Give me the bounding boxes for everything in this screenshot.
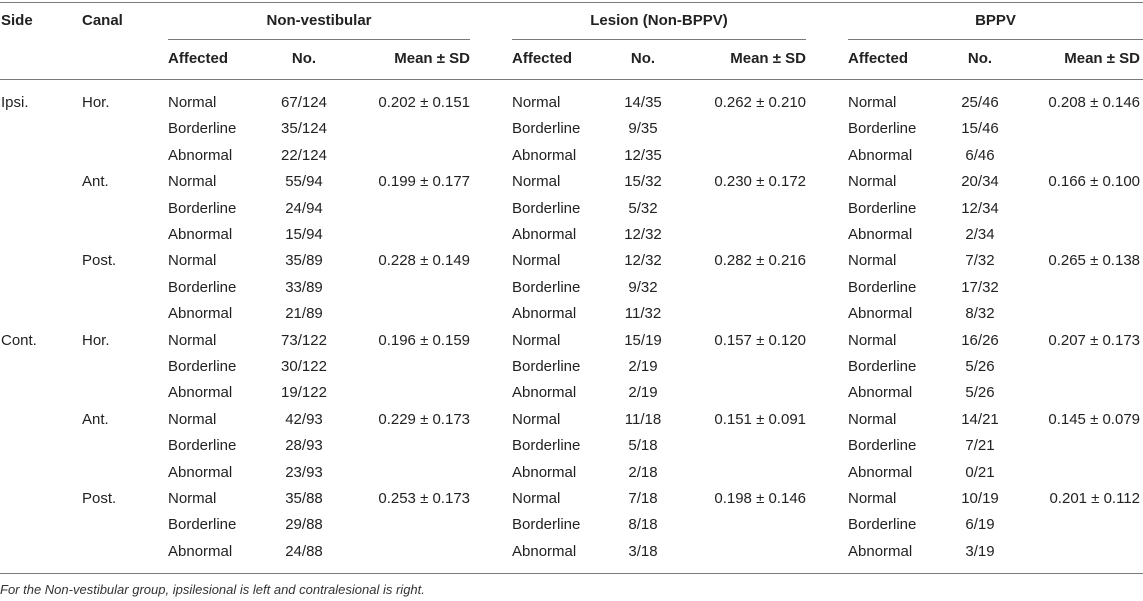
- row-count: 24/88: [285, 543, 323, 560]
- row-affected: Abnormal: [848, 464, 913, 481]
- row-canal: Hor.: [82, 94, 110, 111]
- row-affected: Abnormal: [168, 464, 233, 481]
- row-mean-sd: 0.228 ± 0.149: [378, 252, 470, 269]
- row-affected: Borderline: [512, 516, 581, 533]
- row-count: 3/18: [628, 543, 658, 560]
- row-count: 55/94: [285, 173, 323, 190]
- row-count: 7/18: [628, 490, 658, 507]
- row-side: Cont.: [1, 332, 37, 349]
- row-count: 17/32: [961, 279, 999, 296]
- row-affected: Borderline: [512, 120, 581, 137]
- subheader-mean-sd: Mean ± SD: [1064, 50, 1140, 67]
- subheader-mean-sd: Mean ± SD: [394, 50, 470, 67]
- row-affected: Normal: [168, 173, 217, 190]
- row-count: 12/32: [624, 226, 662, 243]
- row-mean-sd: 0.207 ± 0.173: [1048, 332, 1140, 349]
- row-affected: Abnormal: [848, 305, 913, 322]
- row-affected: Borderline: [848, 516, 917, 533]
- row-canal: Ant.: [82, 173, 109, 190]
- row-affected: Normal: [168, 411, 217, 428]
- row-mean-sd: 0.253 ± 0.173: [378, 490, 470, 507]
- row-affected: Normal: [512, 332, 561, 349]
- row-affected: Abnormal: [168, 226, 233, 243]
- header-side: Side: [1, 12, 33, 29]
- row-affected: Normal: [512, 411, 561, 428]
- row-count: 21/89: [285, 305, 323, 322]
- row-affected: Abnormal: [168, 147, 233, 164]
- row-affected: Borderline: [848, 200, 917, 217]
- row-count: 14/21: [961, 411, 999, 428]
- row-count: 8/32: [965, 305, 995, 322]
- table-bottom-rule: [0, 573, 1143, 574]
- row-count: 11/18: [624, 411, 662, 428]
- header-bottom-rule: [0, 79, 1143, 80]
- row-mean-sd: 0.282 ± 0.216: [714, 252, 806, 269]
- row-affected: Abnormal: [512, 305, 577, 322]
- row-count: 7/21: [965, 437, 995, 454]
- row-count: 35/89: [285, 252, 323, 269]
- row-count: 5/32: [628, 200, 658, 217]
- row-affected: Normal: [848, 490, 897, 507]
- row-count: 2/34: [965, 226, 995, 243]
- row-count: 6/46: [965, 147, 995, 164]
- row-count: 8/18: [628, 516, 658, 533]
- row-affected: Borderline: [848, 120, 917, 137]
- row-affected: Borderline: [168, 200, 237, 217]
- row-affected: Borderline: [512, 358, 581, 375]
- row-affected: Borderline: [848, 358, 917, 375]
- subheader-no: No.: [630, 50, 656, 67]
- row-affected: Abnormal: [848, 147, 913, 164]
- row-mean-sd: 0.157 ± 0.120: [714, 332, 806, 349]
- row-mean-sd: 0.196 ± 0.159: [378, 332, 470, 349]
- row-affected: Abnormal: [512, 543, 577, 560]
- row-mean-sd: 0.199 ± 0.177: [378, 173, 470, 190]
- row-count: 14/35: [624, 94, 662, 111]
- row-affected: Abnormal: [512, 226, 577, 243]
- row-affected: Abnormal: [848, 384, 913, 401]
- row-count: 7/32: [965, 252, 995, 269]
- subheader-affected: Affected: [512, 50, 573, 67]
- row-count: 10/19: [961, 490, 999, 507]
- row-count: 5/18: [628, 437, 658, 454]
- row-affected: Abnormal: [168, 305, 233, 322]
- row-canal: Hor.: [82, 332, 110, 349]
- row-count: 12/34: [961, 200, 999, 217]
- group-rule-bppv: [848, 39, 1143, 40]
- row-count: 2/18: [628, 464, 658, 481]
- row-affected: Borderline: [848, 437, 917, 454]
- row-mean-sd: 0.166 ± 0.100: [1048, 173, 1140, 190]
- row-mean-sd: 0.198 ± 0.146: [714, 490, 806, 507]
- row-affected: Borderline: [168, 516, 237, 533]
- row-canal: Post.: [82, 490, 117, 507]
- row-affected: Abnormal: [848, 543, 913, 560]
- row-mean-sd: 0.201 ± 0.112: [1049, 490, 1140, 507]
- row-count: 2/19: [628, 384, 658, 401]
- subheader-no: No.: [967, 50, 993, 67]
- group-rule-non-vestibular: [168, 39, 470, 40]
- row-canal: Post.: [82, 252, 117, 269]
- subheader-no: No.: [291, 50, 317, 67]
- header-canal: Canal: [82, 12, 123, 29]
- group-rule-lesion: [512, 39, 806, 40]
- row-count: 22/124: [281, 147, 327, 164]
- table-footnote: For the Non-vestibular group, ipsilesional is left and contralesional is right.: [0, 582, 425, 597]
- row-mean-sd: 0.262 ± 0.210: [714, 94, 806, 111]
- row-affected: Abnormal: [168, 543, 233, 560]
- row-count: 15/46: [961, 120, 999, 137]
- subheader-mean-sd: Mean ± SD: [730, 50, 806, 67]
- row-count: 20/34: [961, 173, 999, 190]
- row-count: 3/19: [965, 543, 995, 560]
- group-header-bppv: BPPV: [975, 12, 1016, 29]
- row-count: 30/122: [281, 358, 327, 375]
- row-count: 33/89: [285, 279, 323, 296]
- row-affected: Normal: [848, 411, 897, 428]
- row-count: 9/35: [628, 120, 658, 137]
- row-affected: Normal: [512, 173, 561, 190]
- row-count: 28/93: [285, 437, 323, 454]
- row-affected: Normal: [848, 332, 897, 349]
- row-affected: Borderline: [168, 358, 237, 375]
- row-affected: Abnormal: [512, 147, 577, 164]
- row-affected: Borderline: [512, 279, 581, 296]
- row-count: 5/26: [965, 358, 995, 375]
- row-count: 73/122: [281, 332, 327, 349]
- row-affected: Normal: [512, 252, 561, 269]
- row-affected: Normal: [168, 490, 217, 507]
- row-count: 19/122: [281, 384, 327, 401]
- row-side: Ipsi.: [1, 94, 29, 111]
- row-affected: Abnormal: [512, 384, 577, 401]
- row-count: 15/19: [624, 332, 662, 349]
- row-affected: Normal: [848, 173, 897, 190]
- row-count: 6/19: [965, 516, 995, 533]
- row-affected: Borderline: [168, 437, 237, 454]
- row-count: 25/46: [961, 94, 999, 111]
- row-count: 29/88: [285, 516, 323, 533]
- row-count: 2/19: [628, 358, 658, 375]
- row-affected: Borderline: [168, 279, 237, 296]
- row-count: 11/32: [624, 305, 662, 322]
- row-count: 0/21: [965, 464, 995, 481]
- group-header-lesion: Lesion (Non-BPPV): [590, 12, 728, 29]
- row-mean-sd: 0.151 ± 0.091: [714, 411, 806, 428]
- row-affected: Abnormal: [512, 464, 577, 481]
- row-count: 24/94: [285, 200, 323, 217]
- row-count: 15/32: [624, 173, 662, 190]
- row-mean-sd: 0.208 ± 0.146: [1048, 94, 1140, 111]
- row-affected: Borderline: [512, 200, 581, 217]
- subheader-affected: Affected: [168, 50, 229, 67]
- row-count: 42/93: [285, 411, 323, 428]
- row-affected: Abnormal: [848, 226, 913, 243]
- table-top-rule: [0, 2, 1143, 3]
- row-mean-sd: 0.202 ± 0.151: [378, 94, 470, 111]
- subheader-affected: Affected: [848, 50, 909, 67]
- row-count: 12/35: [624, 147, 662, 164]
- row-affected: Normal: [848, 94, 897, 111]
- row-count: 35/124: [281, 120, 327, 137]
- row-count: 12/32: [624, 252, 662, 269]
- row-count: 23/93: [285, 464, 323, 481]
- row-count: 35/88: [285, 490, 323, 507]
- row-mean-sd: 0.145 ± 0.079: [1048, 411, 1140, 428]
- row-count: 67/124: [281, 94, 327, 111]
- row-mean-sd: 0.230 ± 0.172: [714, 173, 806, 190]
- row-affected: Borderline: [168, 120, 237, 137]
- row-affected: Normal: [168, 252, 217, 269]
- group-header-non-vestibular: Non-vestibular: [266, 12, 372, 29]
- row-affected: Normal: [168, 94, 217, 111]
- row-affected: Normal: [168, 332, 217, 349]
- row-affected: Normal: [512, 490, 561, 507]
- row-count: 15/94: [285, 226, 323, 243]
- row-count: 16/26: [961, 332, 999, 349]
- row-affected: Normal: [512, 94, 561, 111]
- row-affected: Normal: [848, 252, 897, 269]
- row-mean-sd: 0.229 ± 0.173: [378, 411, 470, 428]
- row-canal: Ant.: [82, 411, 109, 428]
- row-affected: Borderline: [848, 279, 917, 296]
- row-mean-sd: 0.265 ± 0.138: [1048, 252, 1140, 269]
- row-count: 5/26: [965, 384, 995, 401]
- row-affected: Abnormal: [168, 384, 233, 401]
- row-count: 9/32: [628, 279, 658, 296]
- row-affected: Borderline: [512, 437, 581, 454]
